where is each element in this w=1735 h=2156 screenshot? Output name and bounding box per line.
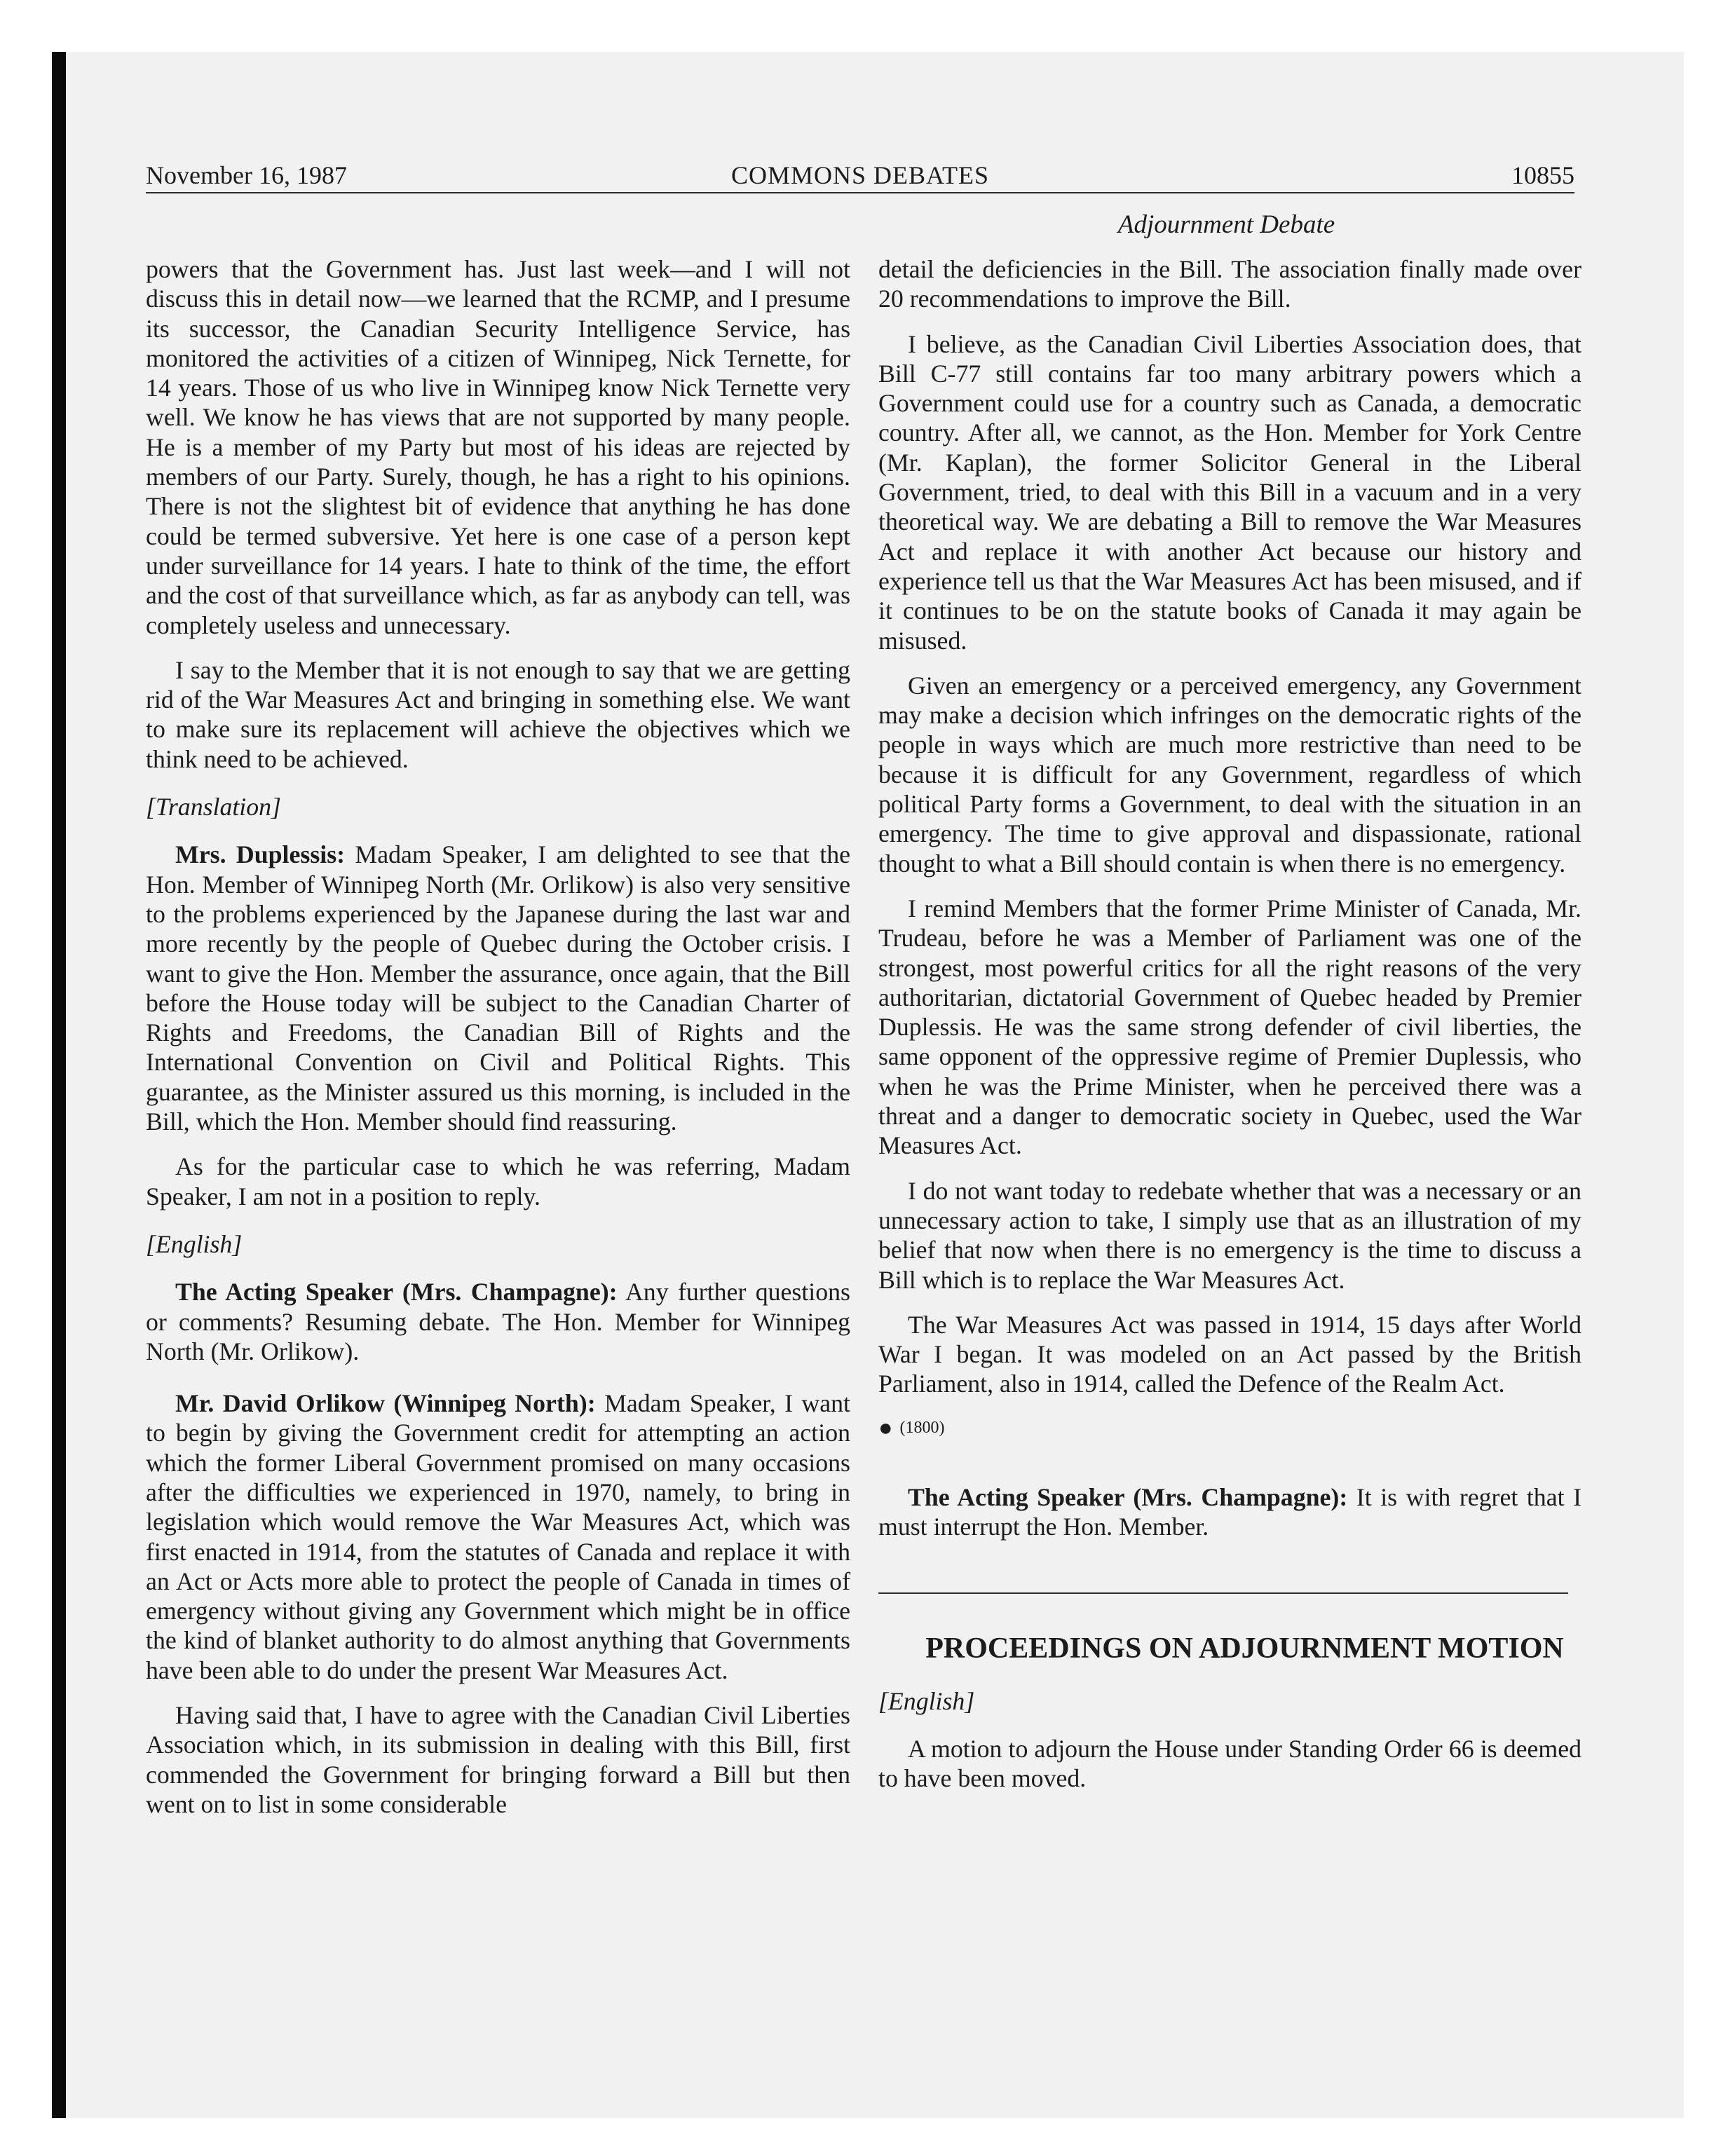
section-divider: [878, 1592, 1568, 1594]
left-column: [146, 254, 850, 1834]
paragraph: I say to the Member that it is not enough to say that we are getting rid of the War Measures Act and bringing in something else. We want to make sure its replacement will achieve the objectives which we think need to be achieved.: [146, 655, 850, 773]
right-column: [878, 254, 1581, 1809]
language-marker: [English]: [878, 1686, 975, 1715]
scan-binding-edge: [52, 52, 66, 2118]
speaker-name: Mr. David Orlikow (Winnipeg North):: [175, 1389, 596, 1418]
time-marker: [878, 1415, 1581, 1442]
speech-paragraph: [146, 840, 850, 1136]
header-page-number: 10855: [1511, 161, 1574, 189]
speaker-name: The Acting Speaker (Mrs. Champagne):: [175, 1278, 618, 1306]
speech-paragraph: [878, 1482, 1581, 1542]
header-date: November 16, 1987: [146, 161, 347, 189]
paragraph: A motion to adjourn the House under Standing Order 66 is deemed to have been moved.: [878, 1735, 1581, 1793]
speech-paragraph: [146, 1389, 850, 1685]
paragraph: Having said that, I have to agree with the Canadian Civil Liberties Association which, in its submission in dealing with this Bill, first commended the Government for bringing forward a Bill but then went on to list in some considerable: [146, 1701, 850, 1818]
paragraph: As for the particular case to which he was referring, Madam Speaker, I am not in a position to reply.: [146, 1152, 850, 1210]
time-marker-text: (1800): [899, 1418, 945, 1437]
speech-text: Madam Speaker, I am delighted to see that the Hon. Member of Winnipeg North (Mr. Orlikow) is also very sensitive to the problems experienced by the Japanese during the last war and more recently by the people of Quebec during the October crisis. I want to give the Hon. Member the assurance, once again, that the Bill before the House today will be subject to the Canadian Charter of Rights and Freedoms, the Canadian Bill of Rights and the International Convention on Civil and Political Rights. This guarantee, as the Minister assured us this morning, is included in the Bill, which the Hon. Member should find reassuring.: [146, 840, 850, 1136]
paragraph: The War Measures Act was passed in 1914, 15 days after World War I began. It was modeled on an Act passed by the British Parliament, also in 1914, called the Defence of the Realm Act.: [878, 1310, 1581, 1398]
paragraph: powers that the Government has. Just last week—and I will not discuss this in detail now—we learned that the RCMP, and I presume its successor, the Canadian Security Intelligence Service, has monitored the activities of a citizen of Winnipeg, Nick Ternette, for 14 years. Those of us who live in Winnipeg know Nick Ternette very well. We know he has views that are not supported by many people. He is a member of my Party but most of his ideas are rejected by members of our Party. Surely, though, he has a right to his opinions. There is not the slightest bit of evidence that anything he has done could be termed subversive. Yet here is one case of a person kept under surveillance for 14 years. I hate to think of the time, the effort and the cost of that surveillance which, as far as anybody can tell, was completely useless and unnecessary.: [146, 255, 850, 639]
page-header: [146, 158, 1574, 193]
speaker-name: The Acting Speaker (Mrs. Champagne):: [908, 1483, 1348, 1512]
paragraph: detail the deficiencies in the Bill. The association finally made over 20 recommendations to improve the Bill.: [878, 255, 1581, 313]
bullet-icon: ●: [878, 1415, 893, 1442]
proceedings-title: PROCEEDINGS ON ADJOURNMENT MOTION: [925, 1632, 1564, 1665]
paragraph: I remind Members that the former Prime Minister of Canada, Mr. Trudeau, before he was a Member of Parliament was one of the strongest, most powerful critics for all the right reasons of the very authoritarian, dictatorial Government of Quebec headed by Premier Duplessis. He was the same strong defender of civil liberties, the same opponent of the oppressive regime of Premier Duplessis, who when he was the Prime Minister, when he perceived there was a threat and a danger to democratic society in Quebec, used the War Measures Act.: [878, 894, 1581, 1160]
section-heading: Adjournment Debate: [1117, 210, 1335, 239]
speech-paragraph: [146, 1277, 850, 1366]
language-marker: [English]: [146, 1229, 243, 1258]
header-title: COMMONS DEBATES: [730, 161, 990, 189]
speech-text: Madam Speaker, I want to begin by giving the Government credit for attempting an action which the former Liberal Government promised on many occasions after the difficulties we experienced in 1970, namely, to bring in legislation which would remove the War Measures Act, which was first enacted in 1914, from the statutes of Canada and replace it with an Act or Acts more able to protect the people of Canada in times of emergency without giving any Government which might be in office the kind of blanket authority to do almost anything that Governments have been able to do under the present War Measures Act.: [146, 1389, 851, 1684]
speaker-name: Mrs. Duplessis:: [175, 840, 346, 869]
speech-text: Any further questions or comments? Resuming debate. The Hon. Member for Winnipeg North (Mr. Orlikow).: [146, 1278, 850, 1365]
paragraph: I believe, as the Canadian Civil Liberties Association does, that Bill C-77 still contains far too many arbitrary powers which a Government could use for a country such as Canada, a democratic country. After all, we cannot, as the Hon. Member for York Centre (Mr. Kaplan), the former Solicitor General in the Liberal Government, tried, to deal with this Bill in a vacuum and in a very theoretical way. We are debating a Bill to remove the War Measures Act and replace it with another Act because our history and experience tell us that the War Measures Act has been misused, and if it continues to be on the statute books of Canada it may again be misused.: [878, 329, 1581, 655]
speech-text: It is with regret that I must interrupt the Hon. Member.: [878, 1483, 1581, 1541]
paragraph: I do not want today to redebate whether that was a necessary or an unnecessary action to take, I simply use that as an illustration of my belief that now when there is no emergency is the time to discuss a Bill which is to replace the War Measures Act.: [878, 1176, 1581, 1294]
language-marker: [Translation]: [146, 793, 281, 821]
paragraph: Given an emergency or a perceived emergency, any Government may make a decision which infringes on the democratic rights of the people in ways which are much more restrictive than need to be because it is difficult for any Government, regardless of which political Party forms a Government, to deal with the situation in an emergency. The time to give approval and dispassionate, rational thought to what a Bill should contain is when there is no emergency.: [878, 671, 1581, 878]
